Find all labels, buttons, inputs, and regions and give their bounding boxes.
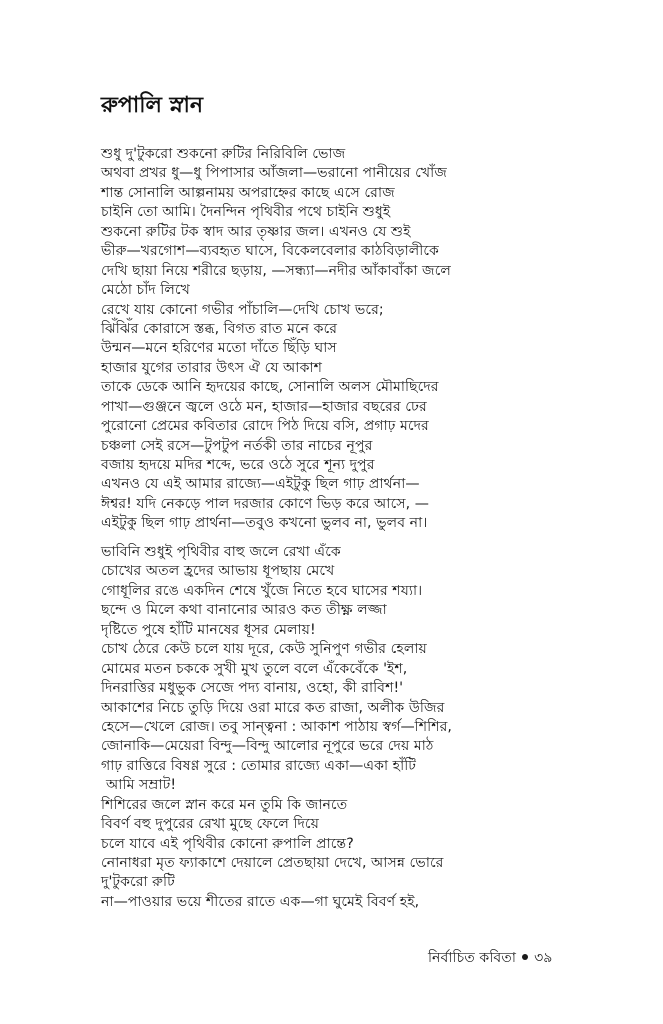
poem-line: নোনাধরা মৃত ফ্যাকাশে দেয়ালে প্রেতছায়া দেখে, আসন্ন ভোরে	[101, 855, 444, 871]
poem-line: শান্ত সোনালি আল্পনাময় অপরাহ্নের কাছে এসে রোজ	[101, 184, 395, 201]
running-book-title: নির্বাচিত কবিতা	[428, 950, 517, 966]
poem-line: বিবর্ণ বহু দুপুরের রেখা মুছে ফেলে দিয়ে	[101, 816, 319, 833]
poem-line: তাকে ডেকে আনি হৃদয়ের কাছে, সোনালি অলস মৌমাছিদের	[101, 379, 439, 396]
poem-line: ছন্দে ও মিলে কথা বানানোর আরও কত তীক্ষ্ণ লজ্জা	[101, 602, 387, 619]
poem-line: মেঠো চাঁদ লিখে	[101, 282, 190, 299]
page-number: ৩৯	[534, 950, 553, 966]
poem-line: এখনও যে এই আমার রাজ্যে—এইটুকু ছিল গাঢ় প্রার্থনা—	[101, 476, 420, 493]
poem-line: দিনরাত্তির মধুভুক সেজে পদ্য বানায়, ওহো, কী রাবিশ!'	[101, 680, 404, 697]
poem-line: আমি সম্রাট!	[106, 777, 177, 794]
poem-line: চোখ ঠেরে কেউ চলে যায় দূরে, কেউ সুনিপুণ গভীর হেলায়	[101, 641, 427, 658]
poem-line: হাজার যুগের তারার উৎস ঐ যে আকাশ	[101, 359, 323, 376]
poem-line: চোখের অতল হ্রদের আভায় ধূপছায় মেখে	[101, 563, 335, 580]
poem-line: আকাশের নিচে তুড়ি দিয়ে ওরা মারে কত রাজা, অলীক উজির	[101, 699, 445, 716]
poem-line: ঈশ্বর! যদি নেকড়ে পাল দরজার কোণে ভিড় করে আসে, —	[101, 495, 429, 512]
poem-line: দু'টুকরো রুটি	[101, 874, 175, 891]
poem-line: রেখে যায় কোনো গভীর পাঁচালি—দেখি চোখ ভরে;	[101, 301, 384, 318]
poem-line: গোধূলির রঙে একদিন শেষে খুঁজে নিতে হবে ঘাসের শয্যা।	[101, 582, 423, 599]
poem-line: ভীরু—খরগোশ—ব্যবহৃত ঘাসে, বিকেলবেলার কাঠবিড়ালীকে	[101, 243, 439, 260]
page-footer	[428, 948, 553, 968]
poem-line: চঞ্চলা সেই রসে—টুপটুপ নর্তকী তার নাচের নূপুর	[101, 437, 373, 454]
poem-line: দৃষ্টিতে পুষে হাঁটি মানষের ধূসর মেলায়!	[101, 621, 316, 638]
poem-line: গাঢ় রাত্তিরে বিষণ্ণ সুরে : তোমার রাজ্যে একা—একা হাঁটি	[101, 757, 417, 774]
poem-title: রুপালি স্নান	[101, 93, 203, 118]
poem-line: মোমের মতন চককে সুখী মুখ তুলে বলে এঁকেবেঁকে 'ইশ,	[101, 660, 408, 677]
poem-line: শুধু দু'টুকরো শুকনো রুটির নিরিবিলি ভোজ	[101, 146, 346, 162]
poem-line: পুরোনো প্রেমের কবিতার রোদে পিঠ দিয়ে বসি, প্রগাঢ় মদের	[101, 418, 429, 435]
poem-line: না—পাওয়ার ভয়ে শীতের রাতে এক—গা ঘুমেই বিবর্ণ হই,	[101, 893, 420, 910]
poem-line: ঝিঁঝিঁর কোরাসে স্তব্ধ, বিগত রাত মনে করে	[101, 320, 338, 337]
stanza-1	[101, 145, 451, 534]
poem-line: চলে যাবে এই পৃথিবীর কোনো রুপালি প্রান্তে?	[101, 835, 354, 852]
poem-line: উন্মন—মনে হরিণের মতো দাঁতে ছিঁড়ি ঘাস	[101, 340, 337, 357]
poem-line: বজায় হৃদয়ে মদির শব্দে, ভরে ওঠে সুরে শূন্য দুপুর	[101, 457, 375, 473]
bullet-dot-icon	[522, 954, 528, 960]
poem-line: ভাবিনি শুধুই পৃথিবীর বাহু জলে রেখা এঁকে	[101, 544, 341, 560]
poem-line: অথবা প্রখর ধু—ধু পিপাসার আঁজলা—ভরানো পানীয়ের খোঁজ	[101, 165, 447, 182]
poem-line: দেখি ছায়া নিয়ে শরীরে ছড়ায়, —সন্ধ্যা—নদীর আঁকাবাঁকা জলে	[101, 262, 451, 279]
poem-line: পাখা—গুঞ্জনে জ্বলে ওঠে মন, হাজার—হাজার বছরের ঢের	[101, 398, 427, 415]
stanza-2	[101, 543, 452, 912]
poem-line: জোনাকি—মেয়েরা বিন্দু—বিন্দু আলোর নূপুরে ভরে দেয় মাঠ	[101, 738, 434, 755]
poem-line: চাইনি তো আমি। দৈনন্দিন পৃথিবীর পথে চাইনি শুধুই	[101, 204, 391, 221]
poem-line: হেসে—খেলে রোজ। তবু সান্ত্বনা : আকাশ পাঠায় স্বর্গ—শিশির,	[101, 718, 452, 735]
poem-line: এইটুকু ছিল গাঢ় প্রার্থনা—তবুও কখনো ভুলব না, ভুলব না।	[101, 515, 428, 532]
poem-line: শিশিরের জলে স্নান করে মন তুমি কি জানতে	[101, 796, 348, 813]
poem-line: শুকনো রুটির টক স্বাদ আর তৃষ্ণার জল। এখনও যে শুই	[101, 223, 411, 240]
